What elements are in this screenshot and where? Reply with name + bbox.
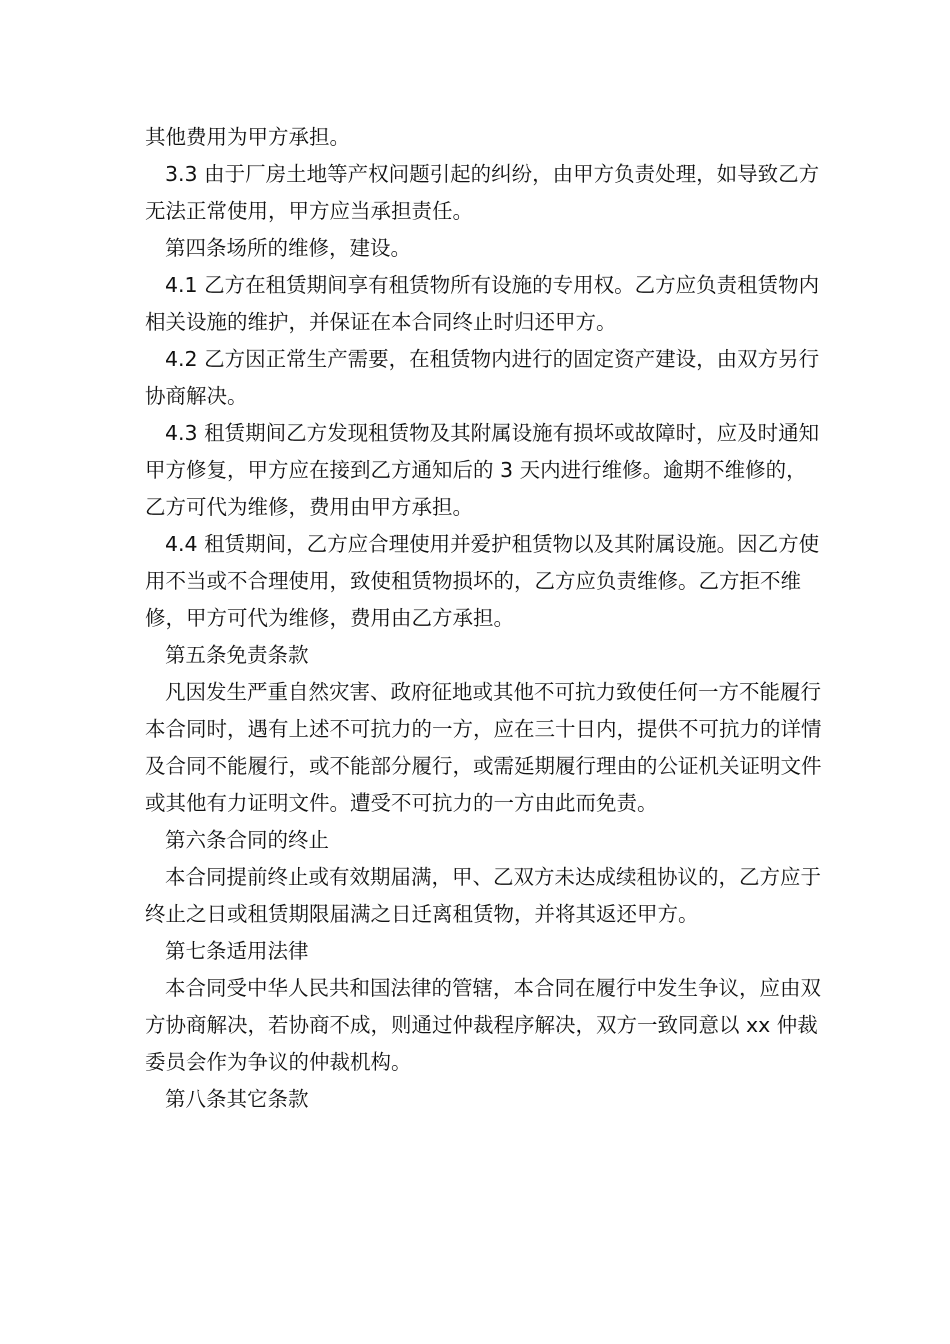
paragraph-continuation: 其他费用为甲方承担。 [145, 125, 350, 149]
clause-4-2: 4.2 乙方因正常生产需要，在租赁物内进行的固定资产建设，由双方另行协商解决。 [145, 347, 820, 408]
article-6-heading: 第六条合同的终止 [165, 828, 329, 852]
article-4-heading: 第四条场所的维修，建设。 [165, 236, 411, 260]
article-6-body: 本合同提前终止或有效期届满，甲、乙双方未达成续租协议的，乙方应于终止之日或租赁期限届满之日迁离租赁物，并将其返还甲方。 [145, 865, 821, 926]
clause-4-4: 4.4 租赁期间，乙方应合理使用并爱护租赁物以及其附属设施。因乙方使用不当或不合理使用，致使租赁物损坏的，乙方应负责维修。乙方拒不维修，甲方可代为维修，费用由乙方承担。 [145, 532, 820, 630]
clause-4-1: 4.1 乙方在租赁期间享有租赁物所有设施的专用权。乙方应负责租赁物内相关设施的维护，并保证在本合同终止时归还甲方。 [145, 273, 820, 334]
article-7-body: 本合同受中华人民共和国法律的管辖，本合同在履行中发生争议，应由双方协商解决，若协商不成，则通过仲裁程序解决，双方一致同意以 xx 仲裁委员会作为争议的仲裁机构。 [145, 976, 821, 1074]
document-body [145, 119, 825, 1118]
clause-4-3: 4.3 租赁期间乙方发现租赁物及其附属设施有损坏或故障时，应及时通知甲方修复，甲方应在接到乙方通知后的 3 天内进行维修。逾期不维修的，乙方可代为维修，费用由甲方承担。 [145, 421, 820, 519]
article-8-heading: 第八条其它条款 [165, 1087, 309, 1111]
article-5-body: 凡因发生严重自然灾害、政府征地或其他不可抗力致使任何一方不能履行本合同时，遇有上述不可抗力的一方，应在三十日内，提供不可抗力的详情及合同不能履行，或不能部分履行，或需延期履行理由的公证机关证明文件或其他有力证明文件。遭受不可抗力的一方由此而免责。 [145, 680, 822, 815]
article-5-heading: 第五条免责条款 [165, 643, 309, 667]
article-7-heading: 第七条适用法律 [165, 939, 309, 963]
clause-3-3: 3.3 由于厂房土地等产权问题引起的纠纷，由甲方负责处理，如导致乙方无法正常使用，甲方应当承担责任。 [145, 162, 820, 223]
